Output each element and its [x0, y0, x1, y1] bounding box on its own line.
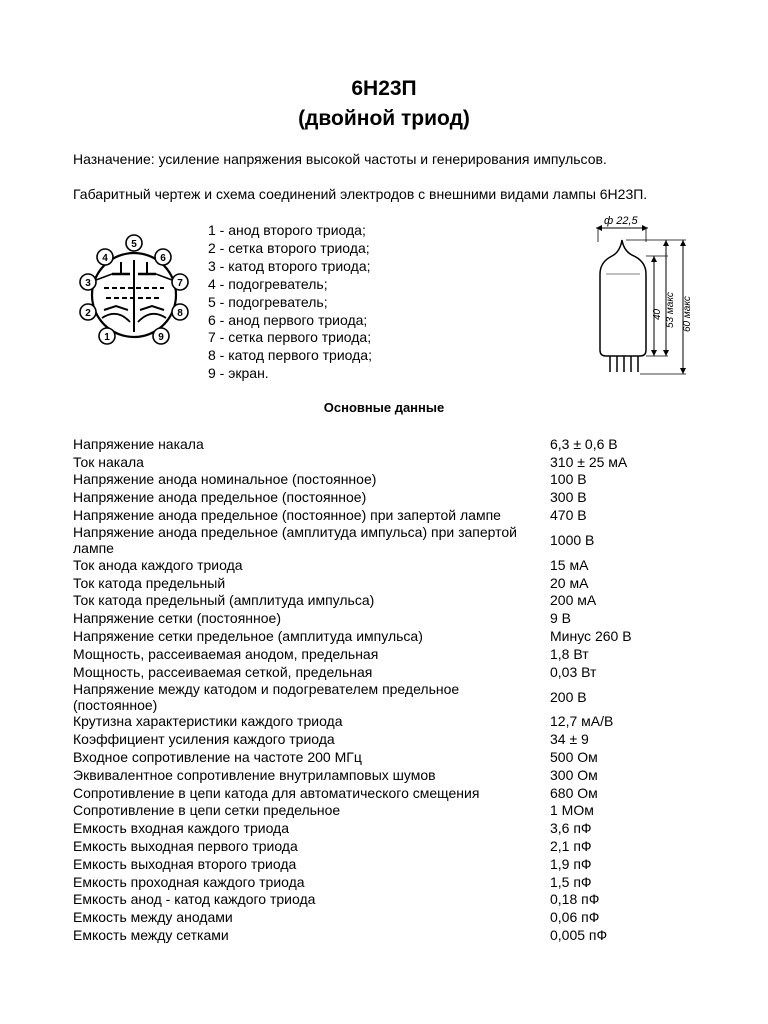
parameter-row [73, 748, 713, 766]
parameter-row [73, 574, 713, 592]
parameter-row [73, 556, 713, 574]
parameter-name: Входное сопротивление на частоте 200 МГц [73, 749, 362, 766]
pin-legend-item: 1 - анод второго триода; [208, 222, 366, 238]
parameter-name: Ток анода каждого триода [73, 556, 243, 573]
parameter-value: 12,7 мА/В [550, 713, 614, 730]
parameter-name: Емкость между анодами [73, 909, 233, 926]
parameter-row [73, 784, 713, 802]
parameter-row [73, 819, 713, 837]
parameter-value: 200 мА [550, 592, 597, 609]
parameter-value: 1,9 пФ [550, 855, 592, 872]
page-subtitle: (двойной триод) [298, 107, 470, 130]
pin-legend-item: 6 - анод первого триода; [208, 311, 368, 328]
pin-legend-item: 4 - подогреватель; [208, 275, 328, 292]
parameter-name: Коэффициент усиления каждого триода [73, 731, 335, 748]
pin-legend-item: 5 - подогреватель; [208, 293, 328, 310]
parameter-row [73, 609, 713, 627]
parameter-value: 1 МОм [550, 802, 594, 819]
parameter-name: Напряжение сетки (постоянное) [73, 610, 281, 627]
parameter-name: Ток катода предельный [73, 574, 226, 591]
pin-legend-item: 3 - катод второго триода; [208, 257, 371, 274]
parameter-value: 300 Ом [550, 766, 598, 783]
parameter-row [73, 506, 713, 524]
pin-number: 8 [177, 308, 183, 319]
parameter-row [73, 730, 713, 748]
parameter-row [73, 891, 713, 909]
parameter-value: 9 В [550, 610, 572, 627]
parameter-name: Эквивалентное сопротивление внутриламповых шумов [73, 766, 436, 783]
parameter-name: Мощность, рассеиваемая сеткой, предельная [73, 663, 373, 680]
parameter-value: 0,18 пФ [550, 891, 600, 908]
parameter-name: Сопротивление в цепи катода для автоматического смещения [73, 784, 480, 801]
parameter-row [73, 592, 713, 610]
parameter-row [73, 855, 713, 873]
parameter-value: 300 В [550, 489, 587, 506]
parameter-value: 310 ± 25 мА [550, 453, 628, 470]
parameter-row [73, 713, 713, 731]
parameter-name: Емкость выходная второго триода [73, 855, 297, 872]
dimension-53: 53 макс [665, 292, 676, 328]
parameter-value: 2,1 пФ [550, 838, 592, 855]
parameter-row [73, 837, 713, 855]
diameter-label: ф 22,5 [604, 215, 638, 227]
base-pinout-diagram [72, 232, 202, 350]
parameter-name: Емкость выходная первого триода [73, 838, 298, 855]
dimension-60: 60 макс [682, 296, 693, 332]
pin-number: 9 [158, 332, 164, 343]
parameter-name: Мощность, рассеиваемая анодом, предельная [73, 645, 379, 662]
parameter-name: Напряжение анода номинальное (постоянное) [73, 471, 377, 488]
parameter-value: 0,06 пФ [550, 909, 600, 926]
parameter-row [73, 873, 713, 891]
parameter-name: Напряжение анода предельное (амплитуда импульса) при запертой лампе [73, 523, 518, 556]
drawing-caption: Габаритный чертеж и схема соединений электродов с внешними видами лампы 6Н23П. [73, 186, 648, 202]
parameter-name: Емкость анод - катод каждого триода [73, 891, 316, 908]
parameter-value: 1,5 пФ [550, 873, 592, 890]
parameter-value: 100 В [550, 471, 587, 488]
parameter-name: Сопротивление в цепи сетки предельное [73, 802, 341, 819]
parameter-value: 3,6 пФ [550, 820, 592, 837]
parameter-value: 0,005 пФ [550, 927, 608, 944]
parameter-row [73, 802, 713, 820]
parameter-value: 680 Ом [550, 784, 598, 801]
parameter-row [73, 488, 713, 506]
parameter-name: Емкость между сетками [73, 927, 229, 944]
parameter-name: Напряжение анода предельное (постоянное) при запертой лампе [73, 507, 501, 524]
pin-number: 6 [160, 253, 166, 264]
parameter-row [73, 471, 713, 489]
parameter-name: Напряжение анода предельное (постоянное) [73, 489, 367, 506]
parameters-table [73, 435, 713, 944]
parameter-row [73, 908, 713, 926]
parameter-row [73, 681, 713, 713]
page-title: 6Н23П [351, 77, 417, 100]
parameter-value: 1,8 Вт [550, 645, 589, 662]
pin-legend [208, 222, 372, 383]
parameter-row [73, 663, 713, 681]
outline-drawing [586, 208, 696, 378]
pin-number: 5 [131, 239, 137, 250]
parameter-value: 1000 В [550, 531, 595, 548]
pin-number: 2 [85, 308, 91, 319]
parameter-name: Емкость входная каждого триода [73, 820, 290, 837]
parameter-value: 0,03 Вт [550, 663, 597, 680]
pin-legend-item: 9 - экран. [208, 365, 269, 382]
parameter-row [73, 645, 713, 663]
parameter-name: Напряжение сетки предельное (амплитуда импульса) [73, 628, 423, 645]
parameter-row [73, 453, 713, 471]
parameter-row [73, 766, 713, 784]
parameter-row [73, 926, 713, 944]
parameter-row [73, 524, 713, 556]
purpose-text: Назначение: усиление напряжения высокой частоты и генерирования импульсов. [73, 151, 607, 167]
parameter-name: Крутизна характеристики каждого триода [73, 713, 343, 730]
pin-number: 4 [102, 253, 108, 264]
section-title: Основные данные [323, 400, 445, 415]
parameter-name: Ток накала [73, 453, 144, 470]
dimension-40: 40 [652, 308, 663, 320]
parameter-value: 500 Ом [550, 749, 598, 766]
parameter-name: Ток катода предельный (амплитуда импульса) [73, 592, 375, 609]
parameter-value: 470 В [550, 507, 587, 524]
parameter-value: Минус 260 В [550, 628, 632, 645]
parameter-name: Напряжение между катодом и подогревателем предельное (постоянное) [73, 680, 460, 713]
pin-legend-item: 8 - катод первого триода; [208, 347, 372, 364]
parameter-row [73, 435, 713, 453]
pin-number: 3 [85, 278, 91, 289]
parameter-value: 6,3 ± 0,6 В [550, 435, 618, 452]
pin-number: 1 [104, 332, 110, 343]
parameter-value: 200 В [550, 688, 587, 705]
parameter-value: 15 мА [550, 556, 589, 573]
parameter-row [73, 627, 713, 645]
parameter-name: Емкость проходная каждого триода [73, 873, 305, 890]
pin-legend-item: 7 - сетка первого триода; [208, 329, 372, 346]
parameter-value: 20 мА [550, 574, 589, 591]
pin-legend-item: 2 - сетка второго триода; [208, 239, 370, 256]
parameter-name: Напряжение накала [73, 435, 204, 452]
pin-number: 7 [177, 278, 183, 289]
parameter-value: 34 ± 9 [550, 731, 589, 748]
